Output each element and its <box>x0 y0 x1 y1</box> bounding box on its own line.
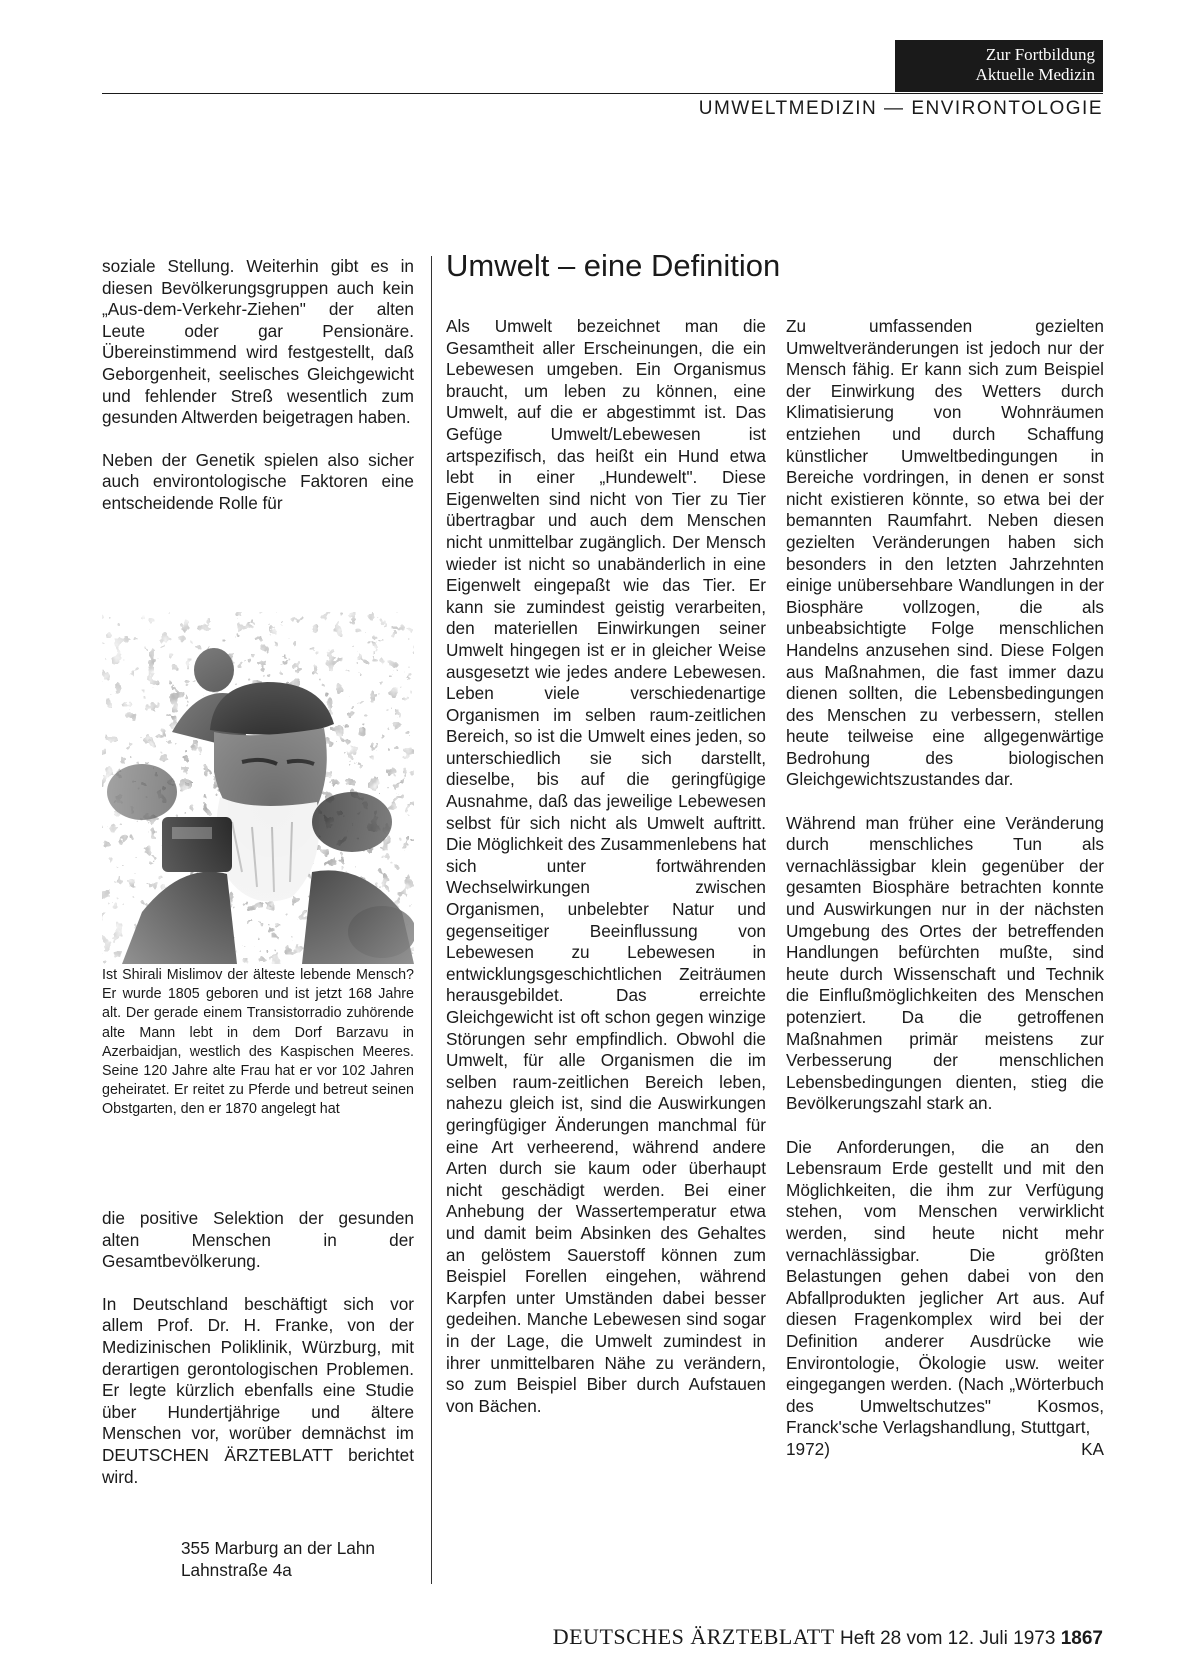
box-column-right <box>786 316 1104 1460</box>
section-title: UMWELTMEDIZIN — ENVIRONTOLOGIE <box>698 98 1103 119</box>
paragraph: Die Anforderungen, die an den Lebensraum Erde gestellt und mit den Möglichkeiten, die ihm zur Verfügung stehen, vom Menschen verwirklicht werden, sind heute nicht mehr vernachlässigbar. Die größten Belastungen gehen dabei von den Abfallprodukten jeglicher Art aus. Auf diesen Fragenkomplex wird bei der Definition anderer Ausdrücke wie Environtologie, Ökologie usw. weiter eingegangen werden. (Nach „Wörterbuch des Umweltschutzes" Kosmos, Franck'sche Verlagshandlung, Stuttgart, <box>786 1136 1104 1438</box>
header-rule <box>102 93 1103 94</box>
page-number: 1867 <box>1060 1628 1103 1649</box>
left-column-bottom <box>102 1208 414 1488</box>
author-address <box>181 1537 375 1581</box>
issue-info: Heft 28 vom 12. Juli 1973 <box>839 1628 1056 1649</box>
paragraph: die positive Selektion der gesunden alten Menschen in der Gesamtbevölkerung. <box>102 1208 414 1272</box>
left-column-top <box>102 256 414 515</box>
citation-year: 1972) <box>786 1438 830 1459</box>
paragraph: In Deutschland beschäftigt sich vor allem Prof. Dr. H. Franke, von der Medizinischen Poliklinik, Würzburg, mit derartigen gerontologischen Problemen. Er legte kürzlich ebenfalls eine Studie über Hundertjährige und ältere Menschen vor, worüber demnächst im DEUTSCHEN ÄRZTEBLATT berichtet wird. <box>102 1293 414 1487</box>
paragraph: Neben der Genetik spielen also sicher auch environtologische Faktoren eine entscheidende Rolle für <box>102 449 414 513</box>
photo-graphic <box>102 612 414 964</box>
journal-name: DEUTSCHES ÄRZTEBLATT <box>552 1624 835 1649</box>
section-badge <box>895 40 1103 92</box>
address-line-1: 355 Marburg an der Lahn <box>181 1538 375 1558</box>
badge-line-2: Aktuelle Medizin <box>975 65 1095 84</box>
badge-line-1: Zur Fortbildung <box>985 45 1095 64</box>
photo-caption: Ist Shirali Mislimov der älteste lebende Mensch? Er wurde 1805 geboren und ist jetzt 168 Jahre alt. Der gerade einem Transistorradio zuhörende alte Mann lebt in dem Dorf Barzavu in Azerbaidjan, westlich des Kaspischen Meeres. Seine 120 Jahre alte Frau hat er vor 102 Jahren geheiratet. Er reitet zu Pferde und betreut seinen Obstgarten, den er 1870 angelegt hat <box>102 967 414 1118</box>
paragraph: Während man früher eine Veränderung durch menschliches Tun als vernachlässigbar klein gegenüber der gesamten Biosphäre betrachten konnte und Auswirkungen nur in der nächsten Umgebung des Ortes der betreffenden Handlungen befürchten mußte, sind heute durch Wissenschaft und Technik die Einflußmöglichkeiten des Menschen potenziert. Da die getroffenen Maßnahmen primär meistens zur Verbesserung der menschlichen Lebensbedingungen dienten, stieg die Bevölkerungszahl stark an. <box>786 812 1104 1114</box>
paragraph: Als Umwelt bezeichnet man die Gesamtheit aller Erscheinungen, die ein Lebewesen umgeben. Ein Organismus braucht, um leben zu können, eine Umwelt, auf die er abgestimmt ist. Das Gefüge Umwelt/Lebewesen ist artspezifisch, das heißt ein Hund etwa lebt in einer „Hundewelt". Diese Eigenwelten sind nicht von Tier zu Tier übertragbar und auch dem Menschen nicht unmittelbar zugänglich. Der Mensch wieder ist nicht so unabänderlich in eine Eigenwelt eingepaßt wie das Tier. Er kann sie zumindest geistig verarbeiten, den materiellen Einwirkungen seiner Umwelt hingegen ist er in gleicher Weise ausgesetzt wie jedes andere Lebewesen. Leben viele verschiedenartige Organismen im selben raum-zeitlichen Bereich, so ist die Umwelt eines jeden, so unterschiedlich sie sich darstellt, dieselbe, bis auf die geringfügige Ausnahme, daß das jeweilige Lebewesen selbst für sich nicht als Umwelt auftritt. Die Möglichkeit des Zusammenlebens hat sich unter fortwährenden Wechselwirkungen zwischen Organismen, unbelebter Natur und gegenseitiger Beeinflussung von Lebewesen zu Lebewesen in entwicklungsgeschichtlichen Zeiträumen herausgebildet. Das erreichte Gleichgewicht ist oft schon gegen winzige Störungen sehr empfindlich. Obwohl die Umwelt, für alle Organismen die im selben raum-zeitlichen Bereich leben, nahezu gleich ist, sind die Auswirkungen geringfügiger Änderungen manchmal für eine Art verheerend, während andere Arten durch sie kaum oder überhaupt nicht geschädigt werden. Bei einer Anhebung der Wassertemperatur etwa und damit beim Absinken des Gehaltes an gelöstem Sauerstoff können zum Beispiel Forellen eingehen, während Karpfen unter Umständen dabei besser gedeihen. Manche Lebewesen sind sogar in der Lage, die Umwelt zumindest in ihrer unmittelbaren Nähe zu verändern, so zum Beispiel Biber durch Aufstauen von Bächen. <box>446 316 766 1416</box>
paragraph: Zu umfassenden gezielten Umweltveränderungen ist jedoch nur der Mensch fähig. Er kann sich zum Beispiel der Einwirkung des Wetters durch Klimatisierung von Wohnräumen entziehen und durch Schaffung künstlicher Umweltbedingungen in Bereiche vordringen, in denen er sonst nicht existieren könnte, so etwa bei der bemannten Raumfahrt. Neben diesen gezielten Veränderungen haben sich besonders in den letzten Jahrzehnten einige unübersehbare Wandlungen in der Biosphäre vollzogen, die als unbeabsichtigte Folge menschlichen Handelns anzusehen sind. Diese Folgen aus Maßnahmen, die fast immer dazu dienen sollten, die Lebensbedingungen des Menschen zu verbessern, stellen heute teilweise eine allgegenwärtige Bedrohung des biologischen Gleichgewichtszustandes dar. <box>786 316 1104 790</box>
portrait-photo <box>102 612 414 964</box>
column-divider <box>431 256 432 1584</box>
author-initials: KA <box>1081 1438 1104 1459</box>
paragraph: soziale Stellung. Weiterhin gibt es in diesen Bevölkerungsgruppen auch kein „Aus-dem-Verkehr-Ziehen" der alten Leute oder gar Pensionäre. Übereinstimmend wird festgestellt, daß Geborgenheit, seelisches Gleichgewicht und fehlender Streß wesentlich zum gesunden Altwerden beigetragen haben. <box>102 256 414 428</box>
closing-line <box>786 1439 1104 1461</box>
address-line-2: Lahnstraße 4a <box>181 1560 292 1580</box>
box-column-middle <box>446 316 766 1417</box>
page-footer <box>553 1624 1103 1650</box>
box-title: Umwelt – eine Definition <box>446 248 781 283</box>
